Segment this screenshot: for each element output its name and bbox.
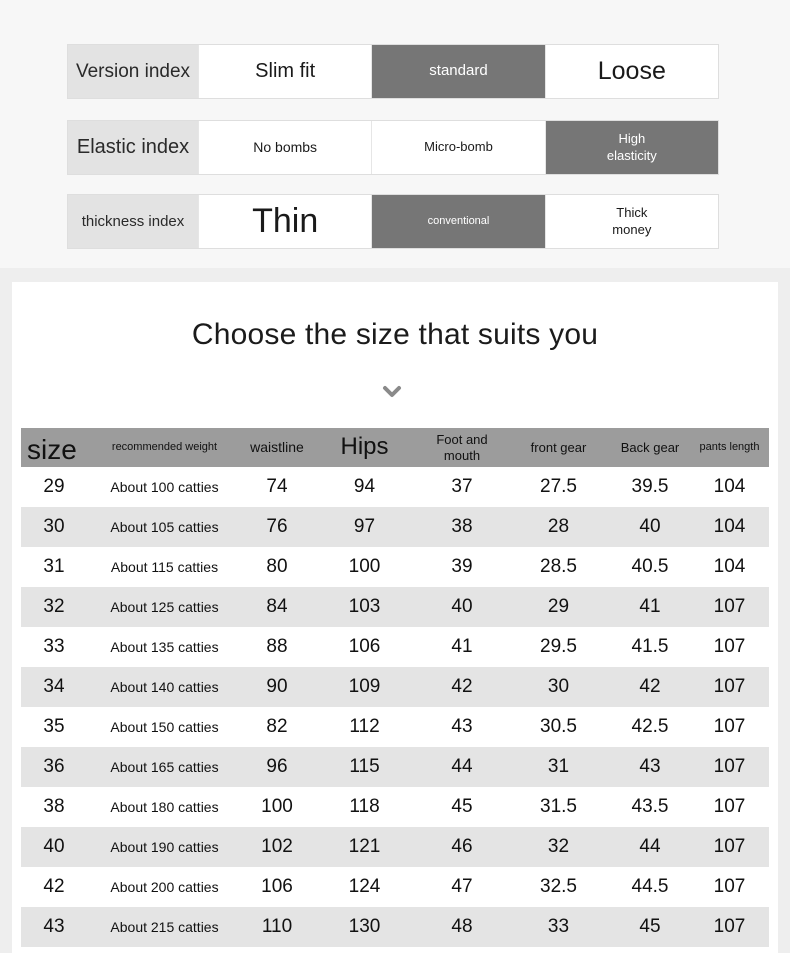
- cell-foot-and-mouth: 37: [417, 467, 507, 507]
- cell-back-gear: 43.5: [610, 787, 690, 827]
- cell-size: 29: [21, 467, 87, 507]
- cell-front-gear: 28: [507, 507, 610, 547]
- cell-pants-length: 107: [690, 747, 769, 787]
- cell-foot-and-mouth: 38: [417, 507, 507, 547]
- cell-waistline: 84: [242, 587, 312, 627]
- elastic-index-label: Elastic index: [68, 121, 198, 174]
- elastic-option-no-bombs: No bombs: [198, 121, 371, 174]
- cell-back-gear: 40.5: [610, 547, 690, 587]
- cell-front-gear: 30: [507, 667, 610, 707]
- header-foot-and-mouth: Foot and mouth: [417, 428, 507, 467]
- thickness-option-thin: Thin: [198, 195, 371, 248]
- cell-hips: 94: [312, 467, 417, 507]
- cell-size: 34: [21, 667, 87, 707]
- table-row: [21, 867, 769, 907]
- cell-waistline: 100: [242, 787, 312, 827]
- table-row: [21, 547, 769, 587]
- cell-back-gear: 42: [610, 667, 690, 707]
- table-row: [21, 827, 769, 867]
- size-table: [21, 428, 769, 947]
- cell-hips: 109: [312, 667, 417, 707]
- cell-pants-length: 104: [690, 467, 769, 507]
- cell-hips: 130: [312, 907, 417, 947]
- size-table-header: [21, 428, 769, 467]
- cell-recommended-weight: About 180 catties: [87, 787, 242, 827]
- cell-hips: 115: [312, 747, 417, 787]
- cell-back-gear: 43: [610, 747, 690, 787]
- header-size: size: [21, 428, 87, 467]
- cell-size: 33: [21, 627, 87, 667]
- cell-size: 36: [21, 747, 87, 787]
- table-row: [21, 467, 769, 507]
- cell-recommended-weight: About 135 catties: [87, 627, 242, 667]
- cell-back-gear: 41.5: [610, 627, 690, 667]
- fit-index-panel: [0, 0, 790, 268]
- cell-pants-length: 107: [690, 587, 769, 627]
- cell-pants-length: 107: [690, 667, 769, 707]
- cell-hips: 121: [312, 827, 417, 867]
- cell-recommended-weight: About 125 catties: [87, 587, 242, 627]
- cell-foot-and-mouth: 47: [417, 867, 507, 907]
- cell-front-gear: 30.5: [507, 707, 610, 747]
- cell-waistline: 110: [242, 907, 312, 947]
- cell-hips: 97: [312, 507, 417, 547]
- table-row: [21, 507, 769, 547]
- header-waistline: waistline: [242, 428, 312, 467]
- header-front-gear: front gear: [507, 428, 610, 467]
- version-index-row: [67, 44, 719, 99]
- cell-pants-length: 104: [690, 547, 769, 587]
- size-chart-title: Choose the size that suits you: [191, 318, 599, 351]
- cell-back-gear: 41: [610, 587, 690, 627]
- cell-size: 42: [21, 867, 87, 907]
- cell-size: 38: [21, 787, 87, 827]
- cell-foot-and-mouth: 45: [417, 787, 507, 827]
- header-hips: Hips: [312, 428, 417, 467]
- cell-recommended-weight: About 200 catties: [87, 867, 242, 907]
- cell-recommended-weight: About 190 catties: [87, 827, 242, 867]
- version-option-standard: standard: [371, 45, 544, 98]
- table-row: [21, 667, 769, 707]
- cell-waistline: 102: [242, 827, 312, 867]
- cell-waistline: 74: [242, 467, 312, 507]
- cell-foot-and-mouth: 42: [417, 667, 507, 707]
- cell-recommended-weight: About 150 catties: [87, 707, 242, 747]
- cell-pants-length: 107: [690, 907, 769, 947]
- cell-back-gear: 39.5: [610, 467, 690, 507]
- cell-waistline: 90: [242, 667, 312, 707]
- cell-waistline: 80: [242, 547, 312, 587]
- cell-size: 31: [21, 547, 87, 587]
- cell-recommended-weight: About 115 catties: [87, 547, 242, 587]
- cell-pants-length: 107: [690, 827, 769, 867]
- cell-front-gear: 27.5: [507, 467, 610, 507]
- cell-size: 40: [21, 827, 87, 867]
- version-index-label: Version index: [68, 45, 198, 98]
- cell-waistline: 96: [242, 747, 312, 787]
- table-row: [21, 747, 769, 787]
- cell-foot-and-mouth: 44: [417, 747, 507, 787]
- cell-size: 30: [21, 507, 87, 547]
- table-row: [21, 907, 769, 947]
- cell-hips: 103: [312, 587, 417, 627]
- header-back-gear: Back gear: [610, 428, 690, 467]
- cell-pants-length: 107: [690, 787, 769, 827]
- cell-recommended-weight: About 105 catties: [87, 507, 242, 547]
- version-option-loose: Loose: [545, 45, 718, 98]
- cell-hips: 124: [312, 867, 417, 907]
- cell-hips: 106: [312, 627, 417, 667]
- cell-pants-length: 107: [690, 867, 769, 907]
- chevron-down-icon: [382, 384, 402, 398]
- header-pants-length: pants length: [690, 428, 769, 467]
- thickness-index-row: [67, 194, 719, 249]
- cell-back-gear: 45: [610, 907, 690, 947]
- cell-waistline: 106: [242, 867, 312, 907]
- cell-pants-length: 107: [690, 707, 769, 747]
- cell-pants-length: 104: [690, 507, 769, 547]
- cell-recommended-weight: About 140 catties: [87, 667, 242, 707]
- cell-waistline: 82: [242, 707, 312, 747]
- header-recommended-weight: recommended weight: [87, 428, 242, 467]
- cell-back-gear: 44.5: [610, 867, 690, 907]
- cell-hips: 118: [312, 787, 417, 827]
- elastic-option-high-elasticity: High elasticity: [545, 121, 718, 174]
- table-row: [21, 587, 769, 627]
- table-row: [21, 627, 769, 667]
- cell-foot-and-mouth: 48: [417, 907, 507, 947]
- cell-front-gear: 31.5: [507, 787, 610, 827]
- cell-foot-and-mouth: 43: [417, 707, 507, 747]
- cell-pants-length: 107: [690, 627, 769, 667]
- cell-foot-and-mouth: 39: [417, 547, 507, 587]
- cell-hips: 100: [312, 547, 417, 587]
- elastic-index-row: [67, 120, 719, 175]
- cell-foot-and-mouth: 41: [417, 627, 507, 667]
- cell-size: 32: [21, 587, 87, 627]
- cell-back-gear: 40: [610, 507, 690, 547]
- cell-back-gear: 44: [610, 827, 690, 867]
- cell-back-gear: 42.5: [610, 707, 690, 747]
- cell-waistline: 76: [242, 507, 312, 547]
- thickness-option-conventional: conventional: [371, 195, 544, 248]
- cell-foot-and-mouth: 46: [417, 827, 507, 867]
- cell-recommended-weight: About 215 catties: [87, 907, 242, 947]
- table-row: [21, 787, 769, 827]
- cell-size: 35: [21, 707, 87, 747]
- cell-front-gear: 32: [507, 827, 610, 867]
- thickness-option-thick-money: Thick money: [545, 195, 718, 248]
- cell-recommended-weight: About 100 catties: [87, 467, 242, 507]
- cell-front-gear: 29.5: [507, 627, 610, 667]
- cell-hips: 112: [312, 707, 417, 747]
- table-row: [21, 707, 769, 747]
- elastic-option-micro-bomb: Micro-bomb: [371, 121, 544, 174]
- cell-waistline: 88: [242, 627, 312, 667]
- version-option-slim-fit: Slim fit: [198, 45, 371, 98]
- cell-front-gear: 32.5: [507, 867, 610, 907]
- cell-front-gear: 31: [507, 747, 610, 787]
- cell-front-gear: 28.5: [507, 547, 610, 587]
- cell-recommended-weight: About 165 catties: [87, 747, 242, 787]
- cell-size: 43: [21, 907, 87, 947]
- thickness-index-label: thickness index: [68, 195, 198, 248]
- cell-front-gear: 29: [507, 587, 610, 627]
- cell-foot-and-mouth: 40: [417, 587, 507, 627]
- cell-front-gear: 33: [507, 907, 610, 947]
